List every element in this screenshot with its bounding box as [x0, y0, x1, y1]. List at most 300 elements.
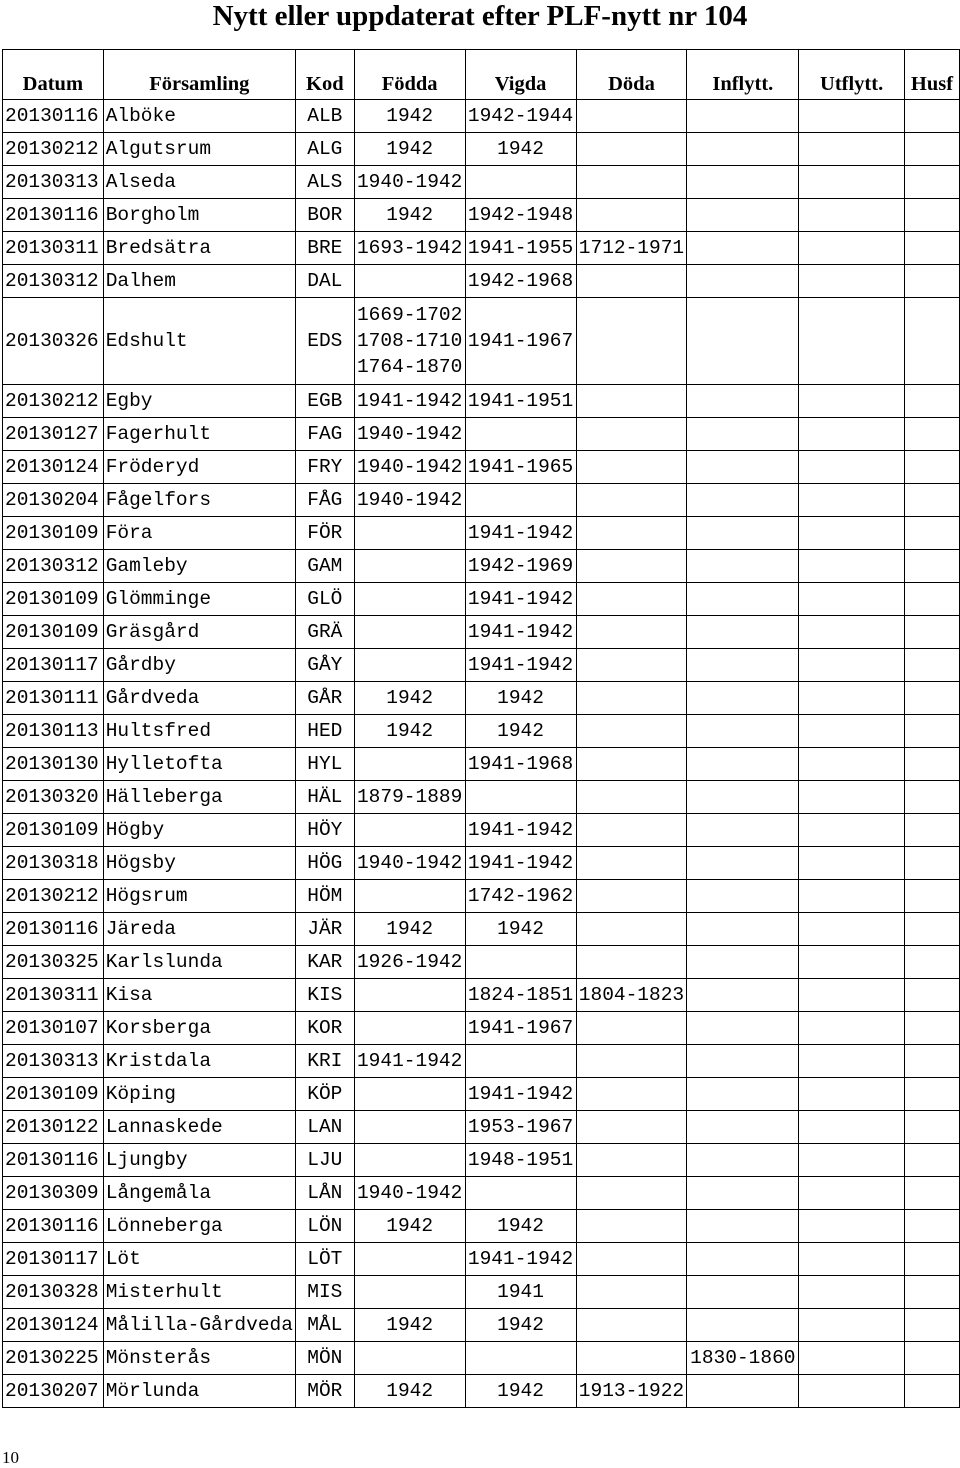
- cell-fodda: 1942: [354, 133, 465, 166]
- cell-fodda: 1940-1942: [354, 166, 465, 199]
- cell-vigda: 1941-1942: [465, 616, 576, 649]
- cell-datum: 20130109: [3, 517, 104, 550]
- col-header-kod: Kod: [295, 50, 354, 100]
- col-header-vigda: Vigda: [465, 50, 576, 100]
- cell-fodda: 1693-1942: [354, 232, 465, 265]
- cell-vigda: 1942-1948: [465, 199, 576, 232]
- cell-inflytt: [687, 1045, 799, 1078]
- cell-utflytt: [799, 1342, 905, 1375]
- cell-kod: BOR: [295, 199, 354, 232]
- cell-datum: 20130204: [3, 484, 104, 517]
- table-row: [3, 880, 960, 913]
- cell-vigda: 1942: [465, 682, 576, 715]
- table-row: [3, 133, 960, 166]
- cell-husf: [905, 232, 960, 265]
- cell-husf: [905, 649, 960, 682]
- cell-husf: [905, 1177, 960, 1210]
- cell-vigda: [465, 781, 576, 814]
- cell-doda: [576, 451, 687, 484]
- table-row: [3, 1210, 960, 1243]
- table-row: [3, 847, 960, 880]
- cell-inflytt: [687, 1210, 799, 1243]
- cell-vigda: 1941-1942: [465, 1078, 576, 1111]
- col-header-fodda: Födda: [354, 50, 465, 100]
- cell-doda: [576, 583, 687, 616]
- cell-inflytt: [687, 1243, 799, 1276]
- cell-utflytt: [799, 1210, 905, 1243]
- cell-doda: [576, 682, 687, 715]
- cell-doda: [576, 649, 687, 682]
- cell-inflytt: [687, 1078, 799, 1111]
- cell-inflytt: [687, 1375, 799, 1408]
- cell-inflytt: [687, 1144, 799, 1177]
- cell-utflytt: [799, 682, 905, 715]
- cell-inflytt: [687, 781, 799, 814]
- cell-datum: 20130320: [3, 781, 104, 814]
- cell-kod: ALG: [295, 133, 354, 166]
- cell-utflytt: [799, 814, 905, 847]
- table-row: [3, 814, 960, 847]
- table-row: [3, 199, 960, 232]
- cell-kod: KÖP: [295, 1078, 354, 1111]
- cell-utflytt: [799, 550, 905, 583]
- cell-inflytt: [687, 979, 799, 1012]
- cell-utflytt: [799, 418, 905, 451]
- cell-husf: [905, 1144, 960, 1177]
- table-row: [3, 298, 960, 385]
- cell-forsamling: Gårdby: [103, 649, 295, 682]
- cell-fodda: 1941-1942: [354, 1045, 465, 1078]
- cell-vigda: [465, 1177, 576, 1210]
- cell-datum: 20130124: [3, 1309, 104, 1342]
- cell-inflytt: [687, 451, 799, 484]
- cell-forsamling: Algutsrum: [103, 133, 295, 166]
- table-row: [3, 781, 960, 814]
- cell-husf: [905, 199, 960, 232]
- table-row: [3, 1342, 960, 1375]
- cell-vigda: 1742-1962: [465, 880, 576, 913]
- cell-kod: FAG: [295, 418, 354, 451]
- cell-inflytt: [687, 682, 799, 715]
- cell-forsamling: Fröderyd: [103, 451, 295, 484]
- cell-forsamling: Långemåla: [103, 1177, 295, 1210]
- cell-utflytt: [799, 298, 905, 385]
- cell-husf: [905, 814, 960, 847]
- cell-husf: [905, 133, 960, 166]
- cell-vigda: 1941-1967: [465, 298, 576, 385]
- cell-inflytt: [687, 484, 799, 517]
- cell-datum: 20130116: [3, 913, 104, 946]
- cell-fodda-line: 1708-1710: [356, 330, 463, 352]
- cell-doda: [576, 847, 687, 880]
- cell-inflytt: [687, 265, 799, 298]
- cell-utflytt: [799, 451, 905, 484]
- table-row: [3, 517, 960, 550]
- cell-kod: MÅL: [295, 1309, 354, 1342]
- cell-utflytt: [799, 1144, 905, 1177]
- cell-fodda: 1879-1889: [354, 781, 465, 814]
- cell-vigda: 1941-1965: [465, 451, 576, 484]
- cell-fodda: 1940-1942: [354, 418, 465, 451]
- cell-utflytt: [799, 1045, 905, 1078]
- table-row: [3, 913, 960, 946]
- cell-kod: KAR: [295, 946, 354, 979]
- cell-inflytt: [687, 232, 799, 265]
- cell-inflytt: [687, 550, 799, 583]
- cell-doda: [576, 100, 687, 133]
- cell-husf: [905, 550, 960, 583]
- cell-utflytt: [799, 166, 905, 199]
- cell-datum: 20130116: [3, 199, 104, 232]
- cell-kod: BRE: [295, 232, 354, 265]
- cell-kod: HYL: [295, 748, 354, 781]
- cell-utflytt: [799, 715, 905, 748]
- cell-forsamling: Bredsätra: [103, 232, 295, 265]
- cell-kod: MÖR: [295, 1375, 354, 1408]
- cell-doda: [576, 385, 687, 418]
- cell-utflytt: [799, 1111, 905, 1144]
- cell-utflytt: [799, 199, 905, 232]
- cell-kod: JÄR: [295, 913, 354, 946]
- cell-doda: [576, 880, 687, 913]
- table-row: [3, 385, 960, 418]
- cell-forsamling: Lönneberga: [103, 1210, 295, 1243]
- cell-kod: GLÖ: [295, 583, 354, 616]
- page-number: 10: [2, 1448, 19, 1467]
- cell-datum: 20130313: [3, 166, 104, 199]
- cell-kod: LÅN: [295, 1177, 354, 1210]
- cell-datum: 20130325: [3, 946, 104, 979]
- table-row: [3, 100, 960, 133]
- page-title: Nytt eller uppdaterat efter PLF-nytt nr 104: [212, 0, 748, 32]
- cell-forsamling: Löt: [103, 1243, 295, 1276]
- cell-fodda: 1942: [354, 199, 465, 232]
- cell-doda: [576, 1045, 687, 1078]
- cell-vigda: [465, 418, 576, 451]
- cell-vigda: 1941-1955: [465, 232, 576, 265]
- cell-datum: 20130309: [3, 1177, 104, 1210]
- cell-fodda: 1942: [354, 913, 465, 946]
- table-row: [3, 1045, 960, 1078]
- cell-husf: [905, 1276, 960, 1309]
- cell-vigda: 1941-1942: [465, 583, 576, 616]
- cell-forsamling: Gräsgård: [103, 616, 295, 649]
- cell-kod: HÖY: [295, 814, 354, 847]
- cell-vigda: 1941-1951: [465, 385, 576, 418]
- cell-inflytt: [687, 616, 799, 649]
- cell-husf: [905, 748, 960, 781]
- cell-forsamling: Borgholm: [103, 199, 295, 232]
- cell-husf: [905, 166, 960, 199]
- cell-vigda: 1941-1942: [465, 847, 576, 880]
- cell-fodda: 1942: [354, 1309, 465, 1342]
- cell-doda: [576, 1177, 687, 1210]
- cell-doda: [576, 550, 687, 583]
- cell-vigda: 1942-1968: [465, 265, 576, 298]
- cell-husf: [905, 1309, 960, 1342]
- cell-datum: 20130109: [3, 583, 104, 616]
- cell-fodda: [354, 814, 465, 847]
- cell-vigda: 1941-1968: [465, 748, 576, 781]
- table-row: [3, 1078, 960, 1111]
- cell-husf: [905, 880, 960, 913]
- cell-datum: 20130212: [3, 880, 104, 913]
- cell-inflytt: 1830-1860: [687, 1342, 799, 1375]
- cell-doda: [576, 814, 687, 847]
- cell-forsamling: Järeda: [103, 913, 295, 946]
- cell-fodda: [354, 880, 465, 913]
- cell-vigda: 1953-1967: [465, 1111, 576, 1144]
- cell-fodda: [354, 583, 465, 616]
- cell-utflytt: [799, 649, 905, 682]
- cell-forsamling: Högby: [103, 814, 295, 847]
- cell-datum: 20130109: [3, 616, 104, 649]
- cell-fodda: [354, 550, 465, 583]
- cell-utflytt: [799, 1276, 905, 1309]
- cell-doda: [576, 616, 687, 649]
- table-row: [3, 1309, 960, 1342]
- cell-datum: 20130111: [3, 682, 104, 715]
- cell-inflytt: [687, 946, 799, 979]
- cell-doda: [576, 1012, 687, 1045]
- cell-fodda: [354, 1243, 465, 1276]
- cell-doda: [576, 265, 687, 298]
- cell-kod: LÖT: [295, 1243, 354, 1276]
- cell-forsamling: Lannaskede: [103, 1111, 295, 1144]
- cell-kod: MIS: [295, 1276, 354, 1309]
- cell-inflytt: [687, 649, 799, 682]
- cell-datum: 20130116: [3, 100, 104, 133]
- cell-forsamling: Högsby: [103, 847, 295, 880]
- cell-vigda: 1941: [465, 1276, 576, 1309]
- cell-husf: [905, 1243, 960, 1276]
- cell-forsamling: Målilla-Gårdveda: [103, 1309, 295, 1342]
- cell-forsamling: Korsberga: [103, 1012, 295, 1045]
- cell-fodda: [354, 517, 465, 550]
- cell-vigda: 1942-1969: [465, 550, 576, 583]
- cell-vigda: 1942-1944: [465, 100, 576, 133]
- cell-husf: [905, 100, 960, 133]
- cell-husf: [905, 1210, 960, 1243]
- parish-update-table: [2, 49, 960, 1408]
- cell-forsamling: Alböke: [103, 100, 295, 133]
- cell-forsamling: Egby: [103, 385, 295, 418]
- cell-doda: [576, 715, 687, 748]
- cell-inflytt: [687, 847, 799, 880]
- cell-utflytt: [799, 385, 905, 418]
- cell-kod: HÖG: [295, 847, 354, 880]
- cell-utflytt: [799, 748, 905, 781]
- cell-inflytt: [687, 1309, 799, 1342]
- table-row: [3, 232, 960, 265]
- cell-kod: LJU: [295, 1144, 354, 1177]
- cell-husf: [905, 385, 960, 418]
- cell-datum: 20130225: [3, 1342, 104, 1375]
- cell-inflytt: [687, 166, 799, 199]
- cell-husf: [905, 265, 960, 298]
- cell-doda: [576, 1144, 687, 1177]
- table-row: [3, 682, 960, 715]
- cell-kod: LÖN: [295, 1210, 354, 1243]
- col-header-doda: Döda: [576, 50, 687, 100]
- cell-vigda: 1941-1942: [465, 814, 576, 847]
- cell-doda: [576, 166, 687, 199]
- cell-forsamling: Dalhem: [103, 265, 295, 298]
- cell-forsamling: Mönsterås: [103, 1342, 295, 1375]
- cell-kod: KRI: [295, 1045, 354, 1078]
- cell-fodda: [354, 298, 465, 385]
- cell-fodda: 1926-1942: [354, 946, 465, 979]
- cell-kod: EGB: [295, 385, 354, 418]
- cell-datum: 20130212: [3, 385, 104, 418]
- cell-utflytt: [799, 484, 905, 517]
- col-header-inflytt: Inflytt.: [687, 50, 799, 100]
- cell-fodda: 1942: [354, 682, 465, 715]
- cell-vigda: [465, 1342, 576, 1375]
- table-row: [3, 265, 960, 298]
- cell-vigda: [465, 166, 576, 199]
- table-row: [3, 616, 960, 649]
- cell-datum: 20130318: [3, 847, 104, 880]
- cell-husf: [905, 1012, 960, 1045]
- cell-inflytt: [687, 418, 799, 451]
- cell-utflytt: [799, 616, 905, 649]
- cell-husf: [905, 781, 960, 814]
- cell-forsamling: Ljungby: [103, 1144, 295, 1177]
- cell-forsamling: Gamleby: [103, 550, 295, 583]
- cell-datum: 20130328: [3, 1276, 104, 1309]
- cell-doda: [576, 1243, 687, 1276]
- cell-inflytt: [687, 748, 799, 781]
- table-row: [3, 946, 960, 979]
- cell-fodda: [354, 979, 465, 1012]
- cell-doda: [576, 946, 687, 979]
- cell-datum: 20130109: [3, 1078, 104, 1111]
- cell-fodda: [354, 616, 465, 649]
- cell-kod: HED: [295, 715, 354, 748]
- cell-utflytt: [799, 1243, 905, 1276]
- cell-datum: 20130117: [3, 649, 104, 682]
- cell-vigda: 1941-1942: [465, 649, 576, 682]
- cell-doda: [576, 1309, 687, 1342]
- table-row: [3, 1144, 960, 1177]
- table-row: [3, 583, 960, 616]
- cell-datum: 20130311: [3, 232, 104, 265]
- cell-utflytt: [799, 232, 905, 265]
- cell-doda: 1804-1823: [576, 979, 687, 1012]
- cell-inflytt: [687, 1012, 799, 1045]
- cell-forsamling: Köping: [103, 1078, 295, 1111]
- cell-husf: [905, 1111, 960, 1144]
- cell-datum: 20130326: [3, 298, 104, 385]
- cell-vigda: 1942: [465, 913, 576, 946]
- cell-vigda: 1942: [465, 1375, 576, 1408]
- cell-utflytt: [799, 1078, 905, 1111]
- cell-inflytt: [687, 1276, 799, 1309]
- cell-utflytt: [799, 265, 905, 298]
- cell-doda: [576, 1276, 687, 1309]
- cell-kod: GÅR: [295, 682, 354, 715]
- cell-doda: [576, 781, 687, 814]
- table-row: [3, 748, 960, 781]
- col-header-forsamling: Församling: [103, 50, 295, 100]
- cell-forsamling: Hälleberga: [103, 781, 295, 814]
- cell-fodda: [354, 649, 465, 682]
- cell-husf: [905, 715, 960, 748]
- cell-forsamling: Hultsfred: [103, 715, 295, 748]
- cell-datum: 20130312: [3, 550, 104, 583]
- table-row: [3, 166, 960, 199]
- cell-datum: 20130113: [3, 715, 104, 748]
- cell-doda: 1712-1971: [576, 232, 687, 265]
- cell-fodda: 1941-1942: [354, 385, 465, 418]
- cell-forsamling: Kisa: [103, 979, 295, 1012]
- cell-forsamling: Misterhult: [103, 1276, 295, 1309]
- cell-forsamling: Fågelfors: [103, 484, 295, 517]
- cell-inflytt: [687, 517, 799, 550]
- cell-inflytt: [687, 100, 799, 133]
- cell-kod: DAL: [295, 265, 354, 298]
- cell-fodda: [354, 1342, 465, 1375]
- cell-utflytt: [799, 946, 905, 979]
- cell-husf: [905, 946, 960, 979]
- cell-doda: [576, 418, 687, 451]
- cell-datum: 20130312: [3, 265, 104, 298]
- table-row: [3, 1012, 960, 1045]
- cell-forsamling: Alseda: [103, 166, 295, 199]
- cell-utflytt: [799, 100, 905, 133]
- cell-vigda: 1948-1951: [465, 1144, 576, 1177]
- header-row: [3, 50, 960, 100]
- cell-husf: [905, 1375, 960, 1408]
- cell-fodda: 1942: [354, 1375, 465, 1408]
- col-header-utflytt: Utflytt.: [799, 50, 905, 100]
- cell-fodda: [354, 748, 465, 781]
- cell-forsamling: Hylletofta: [103, 748, 295, 781]
- cell-fodda: 1942: [354, 100, 465, 133]
- cell-datum: 20130212: [3, 133, 104, 166]
- cell-kod: GAM: [295, 550, 354, 583]
- cell-husf: [905, 517, 960, 550]
- cell-kod: HÄL: [295, 781, 354, 814]
- cell-datum: 20130116: [3, 1144, 104, 1177]
- cell-husf: [905, 1045, 960, 1078]
- cell-kod: ALB: [295, 100, 354, 133]
- cell-kod: HÖM: [295, 880, 354, 913]
- cell-vigda: 1941-1942: [465, 517, 576, 550]
- table-row: [3, 649, 960, 682]
- cell-vigda: 1942: [465, 133, 576, 166]
- cell-datum: 20130130: [3, 748, 104, 781]
- cell-kod: EDS: [295, 298, 354, 385]
- cell-forsamling: Gårdveda: [103, 682, 295, 715]
- cell-doda: [576, 133, 687, 166]
- cell-utflytt: [799, 517, 905, 550]
- table-row: [3, 550, 960, 583]
- cell-fodda-line: 1669-1702: [356, 304, 463, 326]
- cell-doda: 1913-1922: [576, 1375, 687, 1408]
- cell-kod: FÖR: [295, 517, 354, 550]
- cell-husf: [905, 583, 960, 616]
- cell-husf: [905, 979, 960, 1012]
- cell-fodda: 1940-1942: [354, 847, 465, 880]
- cell-utflytt: [799, 1309, 905, 1342]
- cell-fodda: 1940-1942: [354, 451, 465, 484]
- cell-forsamling: Edshult: [103, 298, 295, 385]
- cell-datum: 20130107: [3, 1012, 104, 1045]
- cell-inflytt: [687, 814, 799, 847]
- cell-husf: [905, 682, 960, 715]
